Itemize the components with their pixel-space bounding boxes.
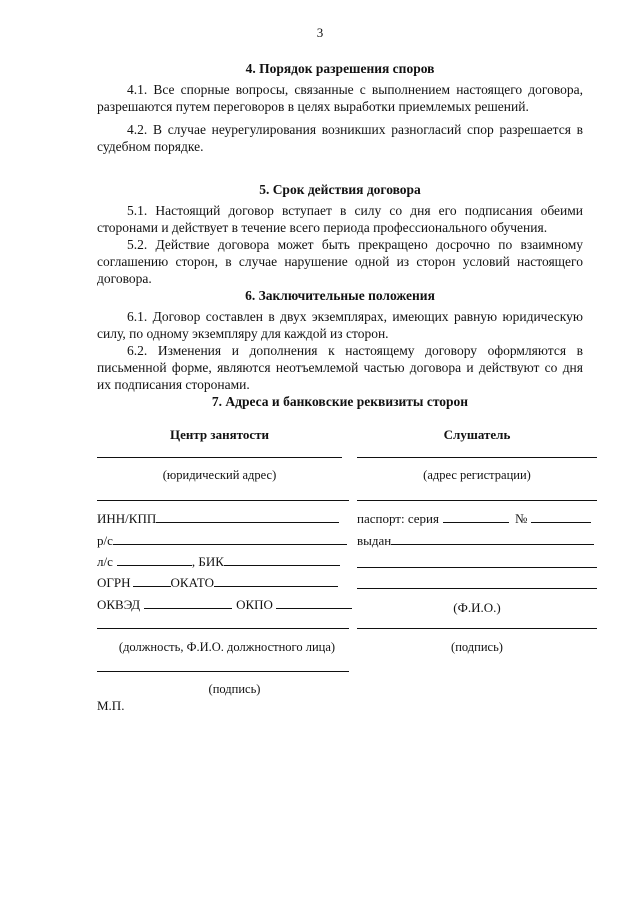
left-name-line[interactable] xyxy=(97,457,342,458)
clause-6-1: 6.1. Договор составлен в двух экземплярах, имеющих равную юридическую силу, по одному экземпляру для каждой из сторон. xyxy=(97,309,583,341)
okved-blank[interactable] xyxy=(144,596,232,609)
ls-bik-field[interactable] xyxy=(97,553,340,570)
center-signature-caption: (подпись) xyxy=(208,682,261,696)
section-5 xyxy=(97,181,583,287)
official-caption: (должность, Ф.И.О. должностного лица) xyxy=(118,640,336,654)
passport-number-blank[interactable] xyxy=(531,510,591,523)
section-6-title: 6. Заключительные положения xyxy=(245,288,435,303)
okato-blank[interactable] xyxy=(214,574,338,587)
okved-label: ОКВЭД xyxy=(97,597,141,612)
student-signature-caption: (подпись) xyxy=(451,640,503,654)
bik-label: , БИК xyxy=(191,554,224,569)
rs-label: р/с xyxy=(97,533,113,548)
okpo-blank[interactable] xyxy=(276,596,352,609)
section-5-title: 5. Срок действия договора xyxy=(259,182,421,197)
ogrn-okato-field[interactable] xyxy=(97,574,338,591)
okved-okpo-field[interactable] xyxy=(97,596,352,613)
employment-center-heading: Центр занятости xyxy=(169,427,269,442)
section-7 xyxy=(97,393,583,411)
passport-series-blank[interactable] xyxy=(443,510,509,523)
stamp-place: М.П. xyxy=(97,698,125,713)
inn-kpp-field[interactable] xyxy=(97,510,339,527)
bik-blank[interactable] xyxy=(224,553,340,566)
left-address-line[interactable] xyxy=(97,500,349,501)
section-6 xyxy=(97,287,583,393)
inn-kpp-blank[interactable] xyxy=(156,510,339,523)
right-address-line[interactable] xyxy=(357,500,597,501)
issued-line-3[interactable] xyxy=(357,588,597,589)
fio-caption: (Ф.И.О.) xyxy=(453,600,501,615)
legal-address-caption: (юридический адрес) xyxy=(162,468,277,482)
clause-4-2: 4.2. В случае неурегулирования возникших разногласий спор разрешается в судебном порядке. xyxy=(97,122,583,154)
registration-address-caption: (адрес регистрации) xyxy=(423,468,531,482)
section-7-title: 7. Адреса и банковские реквизиты сторон xyxy=(211,394,469,409)
clause-5-2: 5.2. Действие договора может быть прекращено досрочно по взаимному соглашению сторон, в случае нарушение одной из сторон условий настоящего договора. xyxy=(97,237,583,286)
ls-blank[interactable] xyxy=(117,553,192,566)
okato-label: ОКАТО xyxy=(170,575,214,590)
issued-line-2[interactable] xyxy=(357,567,597,568)
inn-kpp-label: ИНН/КПП xyxy=(97,511,157,526)
rs-field[interactable] xyxy=(97,532,347,549)
passport-field[interactable] xyxy=(357,510,591,527)
ogrn-label: ОГРН xyxy=(97,575,131,590)
page-number: 3 xyxy=(316,25,324,40)
issued-field[interactable] xyxy=(357,532,594,549)
issued-blank[interactable] xyxy=(391,532,594,545)
student-heading: Слушатель xyxy=(443,427,511,442)
center-signature-line[interactable] xyxy=(97,671,349,672)
rs-blank[interactable] xyxy=(113,532,347,545)
right-name-line[interactable] xyxy=(357,457,597,458)
student-signature-line[interactable] xyxy=(357,628,597,629)
passport-number-label: № xyxy=(514,511,528,526)
clause-5-1: 5.1. Настоящий договор вступает в силу со дня его подписания обеими сторонами и действует в течение всего периода профессионального обучения. xyxy=(97,203,583,235)
ls-label: л/с xyxy=(97,554,113,569)
issued-label: выдан xyxy=(357,533,392,548)
ogrn-blank[interactable] xyxy=(133,574,171,587)
clause-6-2: 6.2. Изменения и дополнения к настоящему договору оформляются в письменной форме, являются неотъемлемой частью договора и действуют со дня их подписания сторонами. xyxy=(97,343,583,392)
passport-series-label: паспорт: серия xyxy=(357,511,439,526)
official-line[interactable] xyxy=(97,628,349,629)
section-4-title: 4. Порядок разрешения споров xyxy=(245,61,435,76)
section-4 xyxy=(97,60,583,155)
clause-4-1: 4.1. Все спорные вопросы, связанные с выполнением настоящего договора, разрешаются путем переговоров в целях выработки приемлемых решений. xyxy=(97,82,583,114)
okpo-label: ОКПО xyxy=(236,597,273,612)
